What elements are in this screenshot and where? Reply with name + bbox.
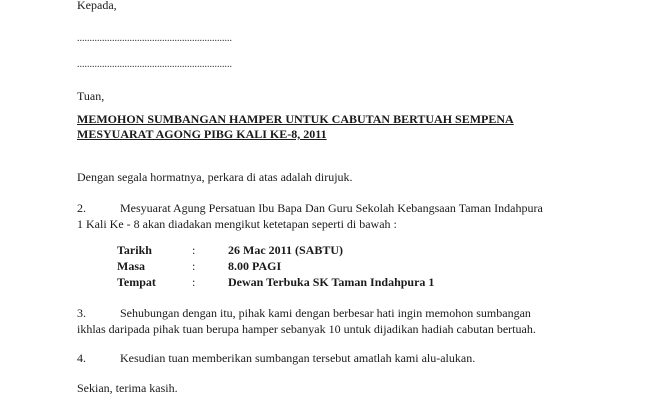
paragraph-4-line-1: Kesudian tuan memberikan sumbangan tersebut amatlah kami alu-alukan. xyxy=(120,351,476,365)
paragraph-3-number: 3. xyxy=(77,306,86,320)
paragraph-2-number: 2. xyxy=(77,201,86,215)
detail-value-time: 8.00 PAGI xyxy=(228,259,282,273)
address-line-2: .............................................................. xyxy=(77,59,232,70)
subject-line-1: MEMOHON SUMBANGAN HAMPER UNTUK CABUTAN BERTUAH SEMPENA xyxy=(77,112,514,126)
opening-sentence: Dengan segala hormatnya, perkara di atas adalah dirujuk. xyxy=(77,170,353,184)
paragraph-3-line-1: Sehubungan dengan itu, pihak kami dengan berbesar hati ingin memohon sumbangan xyxy=(120,306,531,320)
address-line-1: .............................................................. xyxy=(77,33,232,44)
closing-line: Sekian, terima kasih. xyxy=(77,381,178,395)
detail-value-date: 26 Mac 2011 (SABTU) xyxy=(228,243,343,257)
paragraph-4-number: 4. xyxy=(77,351,86,365)
detail-colon: : xyxy=(192,243,196,257)
paragraph-2-line-1: Mesyuarat Agung Persatuan Ibu Bapa Dan Guru Sekolah Kebangsaan Taman Indahpura xyxy=(120,201,543,215)
paragraph-2-line-2: 1 Kali Ke - 8 akan diadakan mengikut ketetapan seperti di bawah : xyxy=(77,217,397,231)
greeting: Tuan, xyxy=(77,89,105,103)
detail-label-time: Masa xyxy=(117,259,145,273)
detail-colon: : xyxy=(192,275,196,289)
detail-label-date: Tarikh xyxy=(117,243,152,257)
detail-label-venue: Tempat xyxy=(117,275,156,289)
recipient-heading: Kepada, xyxy=(77,0,117,12)
paragraph-3-line-2: ikhlas daripada pihak tuan berupa hamper sebanyak 10 untuk dijadikan hadiah cabutan bertuah. xyxy=(77,322,536,336)
detail-colon: : xyxy=(192,259,196,273)
subject-line-2: MESYUARAT AGONG PIBG KALI KE-8, 2011 xyxy=(77,127,327,141)
detail-value-venue: Dewan Terbuka SK Taman Indahpura 1 xyxy=(228,275,435,289)
